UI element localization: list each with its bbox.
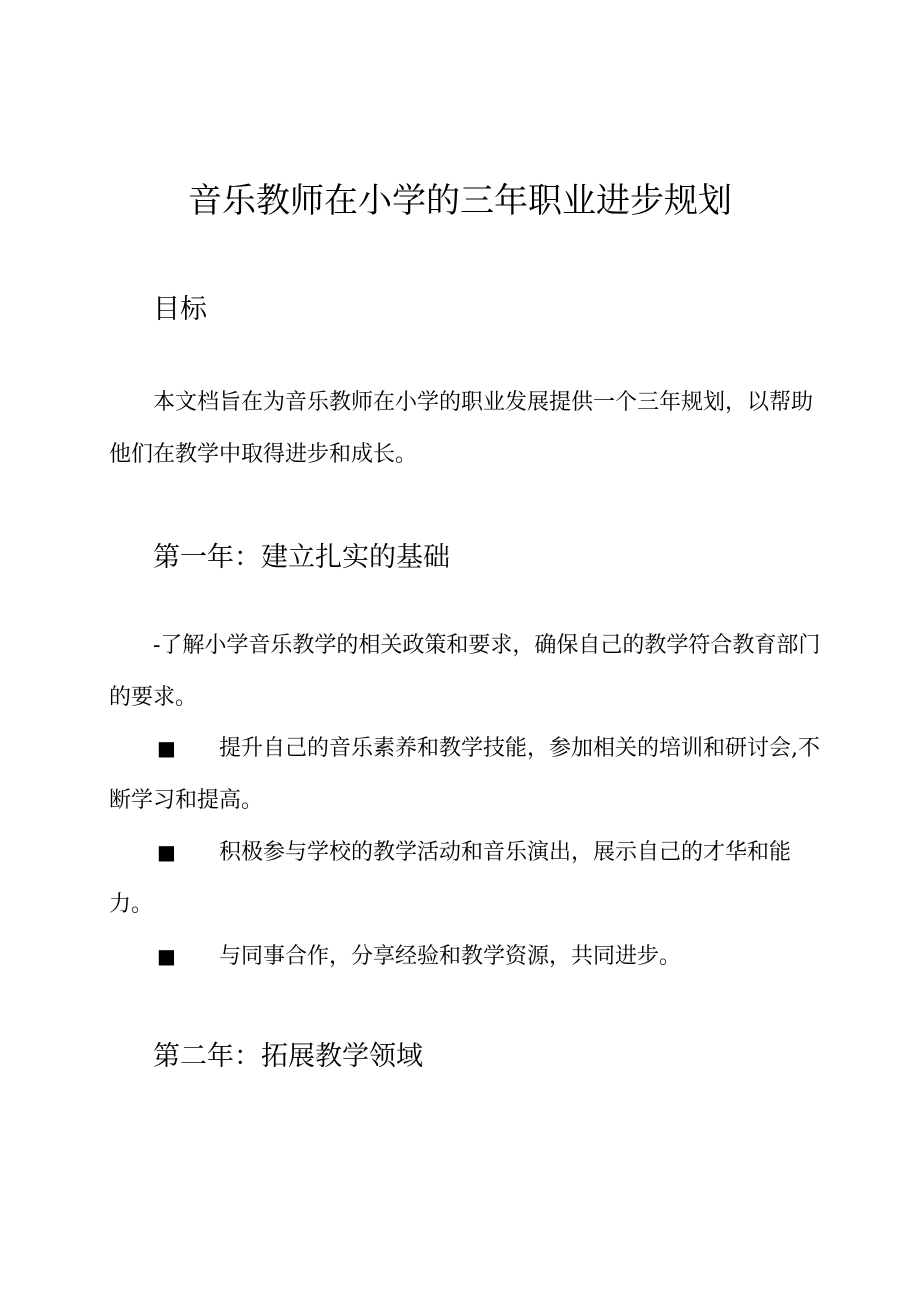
year-one-bullet-item — [109, 930, 829, 983]
year-one-bullet-item — [109, 722, 829, 827]
square-bullet-icon: ■ — [157, 736, 176, 760]
year-one-lead-paragraph: -了解小学音乐教学的相关政策和要求，确保自己的教学符合教育部门的要求。 — [109, 633, 821, 710]
goal-paragraph: 本文档旨在为音乐教师在小学的职业发展提供一个三年规划，以帮助他们在教学中取得进步和成长。 — [109, 390, 814, 467]
document-title: 音乐教师在小学的三年职业进步规划 — [188, 181, 732, 221]
section-heading-goal: 目标 — [153, 294, 207, 325]
bullet-text: 与同事合作，分享经验和教学资源，共同进步。 — [219, 944, 682, 969]
bullet-text: 提升自己的音乐素养和教学技能，参加相关的培训和研讨会,不断学习和提高。 — [109, 736, 820, 813]
square-bullet-icon: ■ — [157, 944, 176, 968]
section-heading-year-one: 第一年：建立扎实的基础 — [153, 542, 450, 573]
section-heading-year-two: 第二年：拓展教学领域 — [153, 1041, 423, 1072]
square-bullet-icon: ■ — [157, 840, 176, 864]
year-one-bullet-item — [109, 826, 829, 931]
bullet-text: 积极参与学校的教学活动和音乐演出，展示自己的才华和能力。 — [109, 840, 792, 917]
